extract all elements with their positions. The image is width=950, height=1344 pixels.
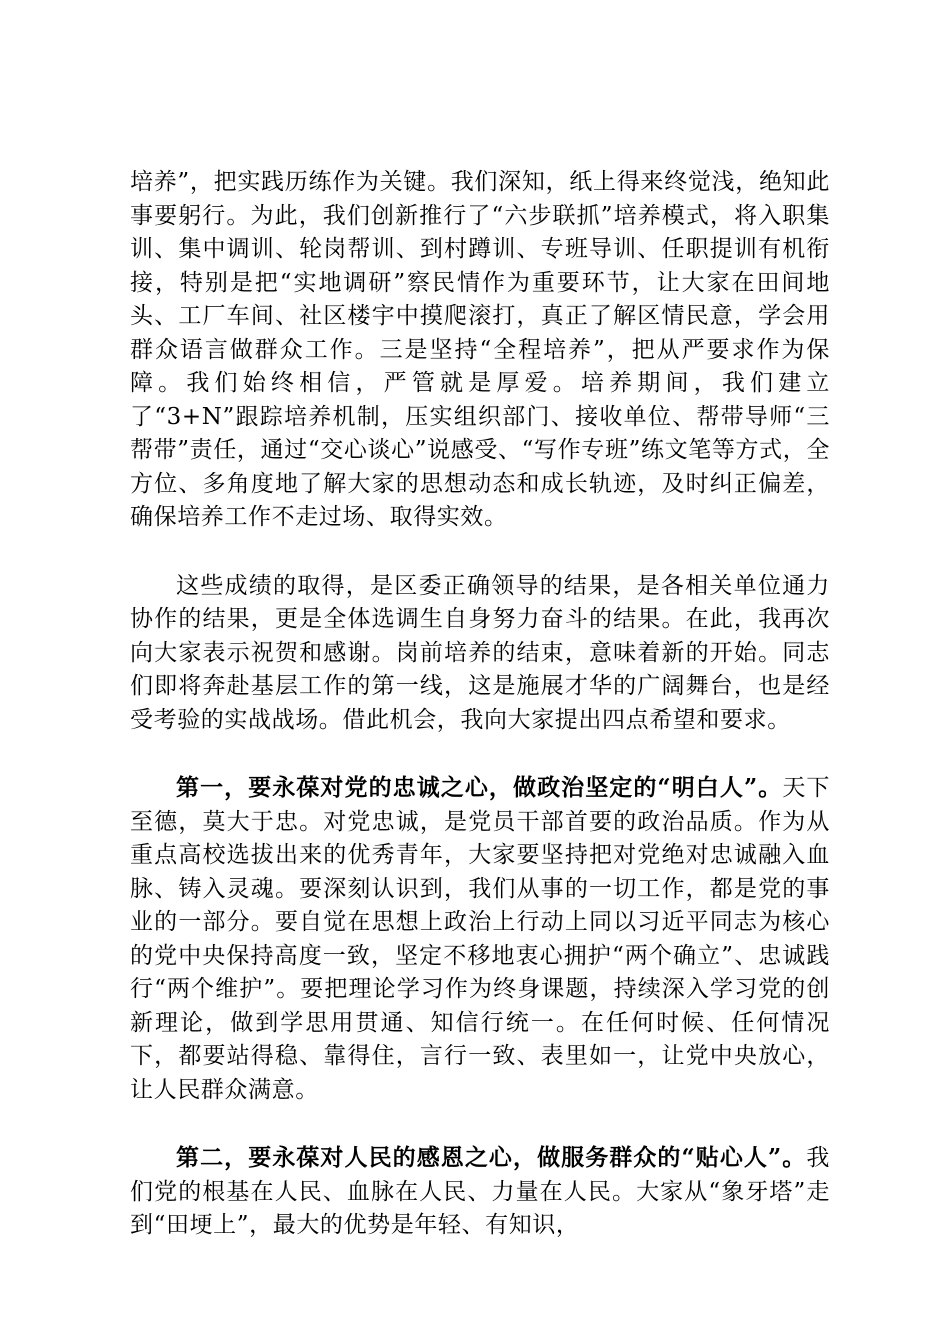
paragraph-2	[130, 569, 830, 738]
paragraph-4	[130, 1141, 830, 1243]
paragraph-2-text: 这些成绩的取得，是区委正确领导的结果，是各相关单位通力协作的结果，更是全体选调生自身努力奋斗的结果。在此，我再次向大家表示祝贺和感谢。岗前培养的结束，意味着新的开始。同志们即将奔赴基层工作的第一线，这是施展才华的广阔舞台，也是经受考验的实战战场。借此机会，我向大家提出四点希望和要求。	[130, 572, 830, 733]
paragraph-4-heading: 第二，要永葆对人民的感恩之心，做服务群众的“贴心人”。	[176, 1144, 807, 1171]
paragraph-1	[130, 165, 830, 535]
paragraph-1-text: 培养”，把实践历练作为关键。我们深知，纸上得来终觉浅，绝知此事要躬行。为此，我们创新推行了“六步联抓”培养模式，将入职集训、集中调训、轮岗帮训、到村蹲训、专班导训、任职提训有机衔接，特别是把“实地调研”察民情作为重要环节，让大家在田间地头、工厂车间、社区楼宇中摸爬滚打，真正了解区情民意，学会用群众语言做群众工作。三是坚持“全程培养”，把从严要求作为保障。我们始终相信，严管就是厚爱。培养期间，我们建立了“3+N”跟踪培养机制，压实组织部门、接收单位、帮带导师“三帮带”责任，通过“交心谈心”说感受、“写作专班”练文笔等方式，全方位、多角度地了解大家的思想动态和成长轨迹，及时纠正偏差，确保培养工作不走过场、取得实效。	[130, 169, 830, 530]
document-page	[130, 165, 830, 1277]
paragraph-3	[130, 771, 830, 1107]
paragraph-3-text: 天下至德，莫大于忠。对党忠诚，是党员干部首要的政治品质。作为从重点高校选拔出来的优秀青年，大家要坚持把对党绝对忠诚融入血脉、铸入灵魂。要深刻认识到，我们从事的一切工作，都是党的事业的一部分。要自觉在思想上政治上行动上同以习近平同志为核心的党中央保持高度一致，坚定不移地衷心拥护“两个确立”、忠诚践行“两个维护”。要把理论学习作为终身课题，持续深入学习党的创新理论，做到学思用贯通、知信行统一。在任何时候、任何情况下，都要站得稳、靠得住，言行一致、表里如一，让党中央放心，让人民群众满意。	[130, 775, 830, 1103]
paragraph-4-text: 我们党的根基在人民、血脉在人民、力量在人民。大家从“象牙塔”走到“田埂上”，最大的优势是年轻、有知识，	[130, 1145, 830, 1238]
paragraph-3-heading: 第一，要永葆对党的忠诚之心，做政治坚定的“明白人”。	[176, 774, 783, 801]
